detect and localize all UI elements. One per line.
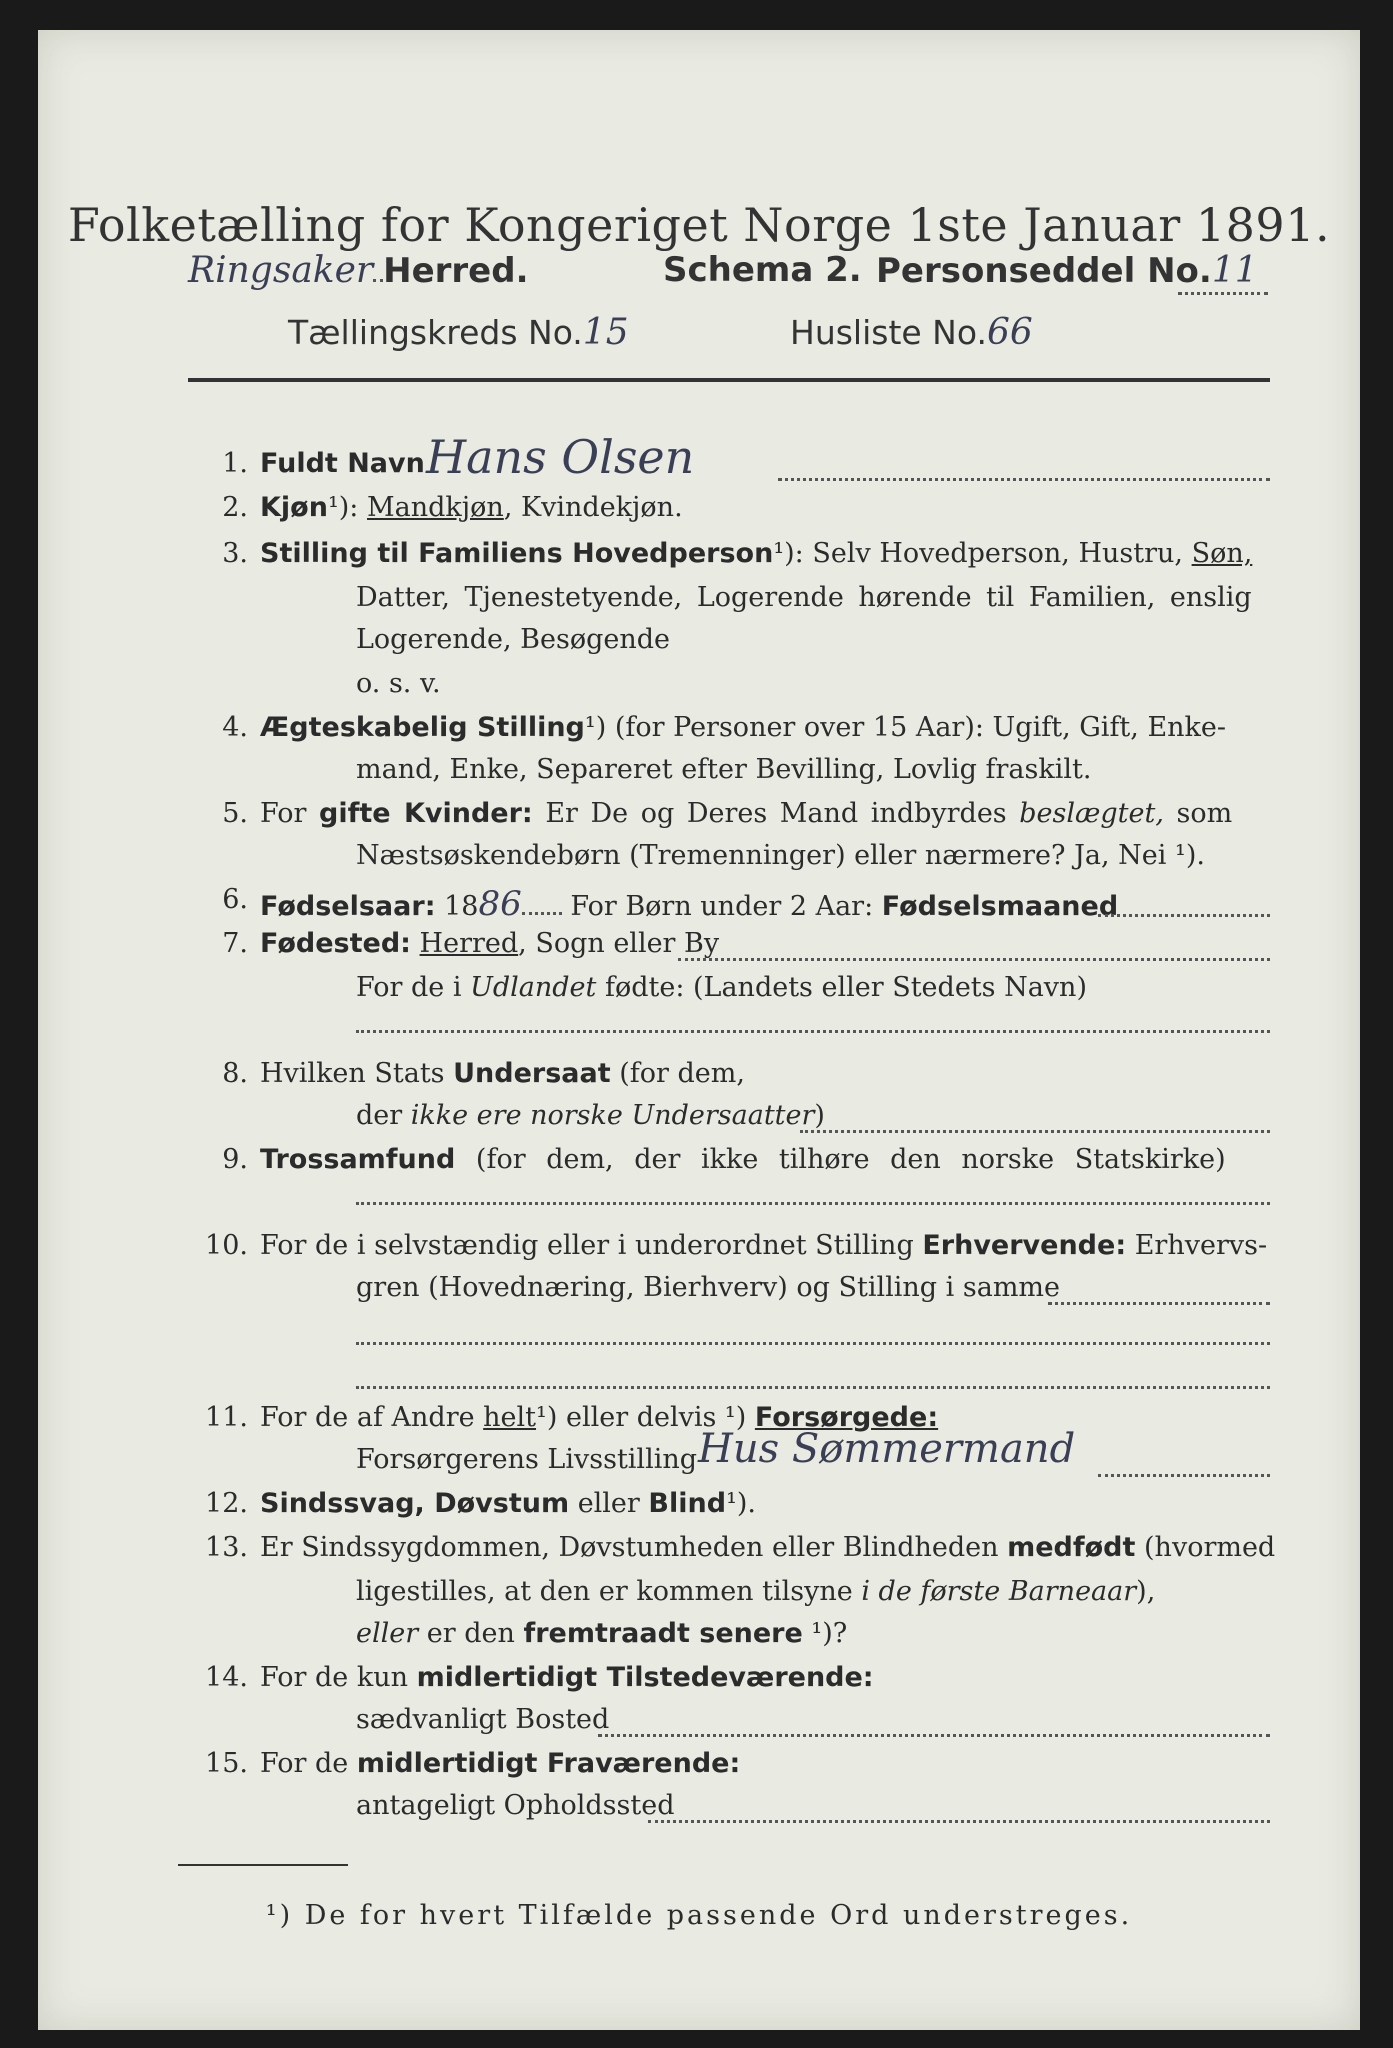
q5-post: som [1176, 798, 1233, 829]
q10-dots-2 [356, 1342, 1270, 1345]
husliste-number: 66 [986, 312, 1033, 353]
q10-dots [1048, 1302, 1270, 1305]
q8-line2c: ) [814, 1100, 825, 1131]
q6-number: 6. [222, 884, 248, 915]
q9-label: Trossamfund [260, 1144, 456, 1175]
q9-line [260, 1144, 1226, 1175]
q7-rest: , Sogn eller By [518, 928, 720, 959]
q7-line1 [260, 928, 719, 959]
q11-number: 11. [205, 1402, 248, 1433]
q13-line2 [356, 1576, 1155, 1607]
q15-label: midlertidigt Fraværende: [356, 1748, 741, 1779]
q13-line3d: ¹)? [811, 1618, 848, 1649]
q14-line1 [260, 1662, 874, 1693]
q1-dots [778, 478, 1270, 481]
q8-line2b: ikke ere norske Undersaatter [410, 1100, 815, 1131]
q2-rest: , Kvindekjøn. [503, 492, 683, 523]
q15-line1 [260, 1748, 740, 1779]
q12-note: ¹). [726, 1488, 757, 1519]
q15-pre: For de [260, 1748, 349, 1779]
q5-text: Er De og Deres Mand indbyrdes [545, 798, 1007, 829]
q13-line2c: ), [1136, 1576, 1156, 1607]
q3-label: Stilling til Familiens Hovedperson [260, 538, 774, 569]
schema-label: Schema 2. [663, 250, 862, 290]
q14-label: midlertidigt Tilstedeværende: [416, 1662, 874, 1693]
q15-number: 15. [205, 1748, 248, 1779]
q15-dots [648, 1820, 1270, 1823]
q2-line [260, 492, 683, 523]
q12-mid: eller [577, 1488, 640, 1519]
q8-line1 [260, 1058, 745, 1089]
q13-line3 [356, 1618, 847, 1649]
header-rule [188, 378, 1270, 382]
q8-label: Undersaat [453, 1058, 611, 1089]
q10-line2: gren (Hovednæring, Bierhverv) og Stilling i samme [356, 1272, 1061, 1303]
herred-handwritten: Ringsaker [188, 250, 374, 291]
personseddel-number: 11 [1211, 250, 1258, 291]
q8-line2 [356, 1100, 825, 1131]
q9-rest: (for dem, der ikke tilhøre den norske Statskirke) [475, 1144, 1226, 1175]
personseddel-label: Personseddel No. [876, 251, 1212, 291]
q10-line1 [260, 1230, 1267, 1261]
q3-number: 3. [222, 538, 248, 569]
q10-pre: For de i selvstændig eller i underordnet Stilling [260, 1230, 914, 1261]
q5-line2: Næstsøskendebørn (Tremenninger) eller nærmere? Ja, Nei ¹). [356, 840, 1205, 871]
q13-line1c: (hvormed [1144, 1532, 1276, 1563]
husliste-line [790, 312, 1033, 353]
q10-number: 10. [205, 1230, 248, 1261]
q8-dots [800, 1130, 1270, 1133]
q13-line2a: ligestilles, at den er kommen tilsyne [356, 1576, 853, 1607]
q11-dots [1098, 1474, 1270, 1477]
q6-prefix: 18 [444, 891, 479, 922]
q2-note: ¹): [327, 492, 359, 523]
q14-number: 14. [205, 1662, 248, 1693]
footnote: ¹) De for hvert Tilfælde passende Ord understreges. [265, 1900, 1133, 1931]
q13-line1b: medfødt [1007, 1532, 1136, 1563]
q3-note: ¹): [773, 538, 804, 569]
q4-number: 4. [222, 712, 248, 743]
q2-option-male-selected: Mandkjøn [367, 492, 504, 523]
q4-note: ¹) [584, 712, 607, 743]
q5-label: gifte Kvinder: [319, 798, 533, 829]
q7-dots-2 [356, 1030, 1270, 1033]
q11-mid: eller delvis ¹) [565, 1402, 747, 1433]
q13-line2b: i de første Barneaar [861, 1576, 1137, 1607]
q2-label: Kjøn [260, 492, 328, 523]
census-form-page [38, 30, 1360, 2030]
q7-line2a: For de i [356, 972, 462, 1003]
q11-line2: Forsørgerens Livsstilling [356, 1444, 698, 1475]
q4-line1 [260, 712, 1226, 743]
q12-label2: Blind [648, 1488, 727, 1519]
q10-dots-3 [356, 1386, 1270, 1389]
q14-pre: For de kun [260, 1662, 408, 1693]
q6-label: Fødselsaar: [260, 891, 436, 922]
q13-line1a: Er Sindssygdommen, Døvstumheden eller Blindheden [260, 1532, 999, 1563]
q11-pre: For de af Andre [260, 1402, 475, 1433]
q7-label: Fødested: [260, 928, 411, 959]
q9-number: 9. [222, 1144, 248, 1175]
herred-line [188, 250, 529, 291]
q13-line3c: fremtraadt senere [523, 1618, 803, 1649]
q12-number: 12. [205, 1488, 248, 1519]
herred-label: Herred. [383, 251, 529, 291]
q4-label: Ægteskabelig Stilling [260, 712, 585, 743]
q5-pre: For [260, 798, 307, 829]
q4-line2: mand, Enke, Separeret efter Bevilling, Lovlig fraskilt. [356, 754, 1092, 785]
q12-line [260, 1488, 756, 1519]
q10-label: Erhvervende: [922, 1230, 1127, 1261]
personseddel-line [876, 250, 1258, 291]
q3-option-son-selected: Søn, [1191, 538, 1253, 569]
kreds-label: Tællingskreds No. [288, 313, 583, 352]
q2-number: 2. [222, 492, 248, 523]
husliste-label: Husliste No. [790, 313, 987, 352]
q8-line2a: der [356, 1100, 403, 1131]
q7-option-herred-selected: Herred [419, 928, 519, 959]
q8-post: (for dem, [619, 1058, 745, 1089]
personseddel-dots [1178, 292, 1268, 295]
q10-post: Erhvervs- [1134, 1230, 1268, 1261]
q7-line2b: Udlandet [470, 972, 597, 1003]
q11-option-helt-selected: helt [483, 1402, 537, 1433]
q11-label: Forsørgede: [754, 1402, 939, 1433]
q6-dots [1098, 914, 1270, 917]
q3-line1 [260, 538, 1252, 569]
q7-number: 7. [222, 928, 248, 959]
q5-number: 5. [222, 798, 248, 829]
q15-line2: antageligt Opholdssted [356, 1790, 675, 1821]
q8-pre: Hvilken Stats [260, 1058, 445, 1089]
q6-label2: Fødselsmaaned [881, 891, 1119, 922]
q9-dots [356, 1202, 1270, 1205]
q8-number: 8. [222, 1058, 248, 1089]
q7-dots [678, 958, 1270, 961]
q11-note: ¹) [536, 1402, 558, 1433]
kreds-line [288, 312, 629, 353]
q4-options: (for Personer over 15 Aar): Ugift, Gift, Enke- [614, 712, 1227, 743]
q1-answer-full-name: Hans Olsen [426, 430, 695, 484]
q7-line2 [356, 972, 1087, 1003]
q13-line3b: er den [426, 1618, 515, 1649]
q1-number: 1. [222, 448, 248, 479]
q5-line1 [260, 798, 1232, 829]
form-title: Folketælling for Kongeriget Norge 1ste Januar 1891. [67, 198, 1331, 252]
q6-line [260, 884, 1118, 924]
footnote-rule [178, 1864, 348, 1866]
q3-line2: Datter, Tjenestetyende, Logerende hørende til Familien, enslig [356, 582, 1252, 613]
q3-line4: o. s. v. [356, 668, 441, 699]
q13-line1 [260, 1532, 1275, 1563]
q12-label1: Sindssvag, Døvstum [260, 1488, 570, 1519]
q5-italic: beslægtet, [1019, 798, 1164, 829]
q7-line2c: fødte: (Landets eller Stedets Navn) [604, 972, 1087, 1003]
q14-line2: sædvanligt Bosted [356, 1704, 610, 1735]
q14-dots [598, 1734, 1270, 1737]
q3-options: Selv Hovedperson, Hustru, [812, 538, 1183, 569]
q11-answer-provider-occupation: Hus Sømmermand [698, 1426, 1076, 1472]
q1-label: Fuldt Navn [260, 448, 425, 479]
q13-number: 13. [205, 1532, 248, 1563]
q13-line3a: eller [356, 1618, 419, 1649]
q6-answer-birth-year: 86 [478, 884, 522, 924]
q6-mid: For Børn under 2 Aar: [570, 891, 874, 922]
q3-line3: Logerende, Besøgende [356, 624, 670, 655]
kreds-number: 15 [582, 312, 629, 353]
